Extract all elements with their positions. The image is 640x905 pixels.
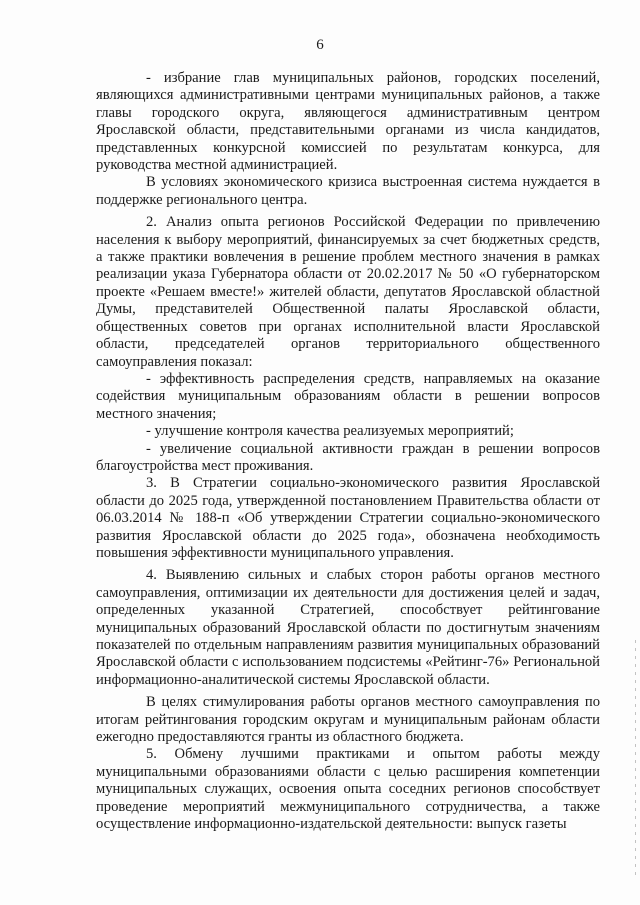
- paragraph-grants: В целях стимулирования работы органов местного самоуправления по итогам рейтингования городским округам и муниципальным районам области ежегодно предоставляются гранты из областного бюджета.: [96, 694, 600, 746]
- document-body: [96, 70, 600, 833]
- list-item-distribution-efficiency: - эффективность распределения средств, направляемых на оказание содействия муниципальным образованиям области в решении вопросов местного значения;: [96, 370, 600, 422]
- list-item-quality-control: - улучшение контроля качества реализуемых мероприятий;: [146, 423, 514, 440]
- list-item-social-activity: - увеличение социальной активности граждан в решении вопросов благоустройства мест проживания.: [96, 440, 600, 474]
- paragraph-regional-experience: 2. Анализ опыта регионов Российской Федерации по привлечению населения к выбору мероприятий, финансируемых за счет бюджетных средств, а также практики вовлечения в решение проблем местного значения в рамках реализации указа Губернатора области от 20.02.2017 № 50 «О губернаторском проекте «Решаем вместе!» жителей области, депутатов Ярославской областной Думы, представителей Общественной палаты Ярославской области, общественных советов при органах исполнительной власти Ярославской области, председателей органов территориального общественного самоуправления показал:: [96, 214, 600, 370]
- paragraph-election-of-heads: - избрание глав муниципальных районов, городских поселений, являющихся административными центрами муниципальных районов, а также главы городского округа, являющегося административным центром Ярославской области, представительными органами из числа кандидатов, представленных конкурсной комиссией по результатам конкурса, для руководства местной администрацией.: [96, 70, 600, 174]
- scan-edge-artifact: [635, 640, 636, 880]
- paragraph-rating-system: 4. Выявлению сильных и слабых сторон работы органов местного самоуправления, оптимизации их деятельности для достижения целей и задач, определенных указанной Стратегией, способствует рейтингование муниципальных образований Ярославской области по достигнутым значениям показателей по отдельным направлениям развития муниципальных образований Ярославской области с использованием подсистемы «Рейтинг-76» Региональной информационно-аналитической системы Ярославской области.: [96, 567, 600, 688]
- page-number: 6: [316, 37, 324, 53]
- paragraph-economic-crisis: В условиях экономического кризиса выстроенная система нуждается в поддержке регионального центра.: [96, 174, 600, 208]
- paragraph-best-practices: 5. Обмену лучшими практиками и опытом работы между муниципальными образованиями области с целью расширения компетенции муниципальных служащих, освоения опыта соседних регионов способствует проведение мероприятий межмуниципального сотрудничества, а также осуществление информационно-издательской деятельности: выпуск газеты: [96, 746, 600, 833]
- paragraph-strategy-2025: 3. В Стратегии социально-экономического развития Ярославской области до 2025 года, утвержденной постановлением Правительства области от 06.03.2014 № 188-п «Об утверждении Стратегии социально-экономического развития Ярославской области до 2025 года», обозначена необходимость повышения эффективности муниципального управления.: [96, 475, 600, 561]
